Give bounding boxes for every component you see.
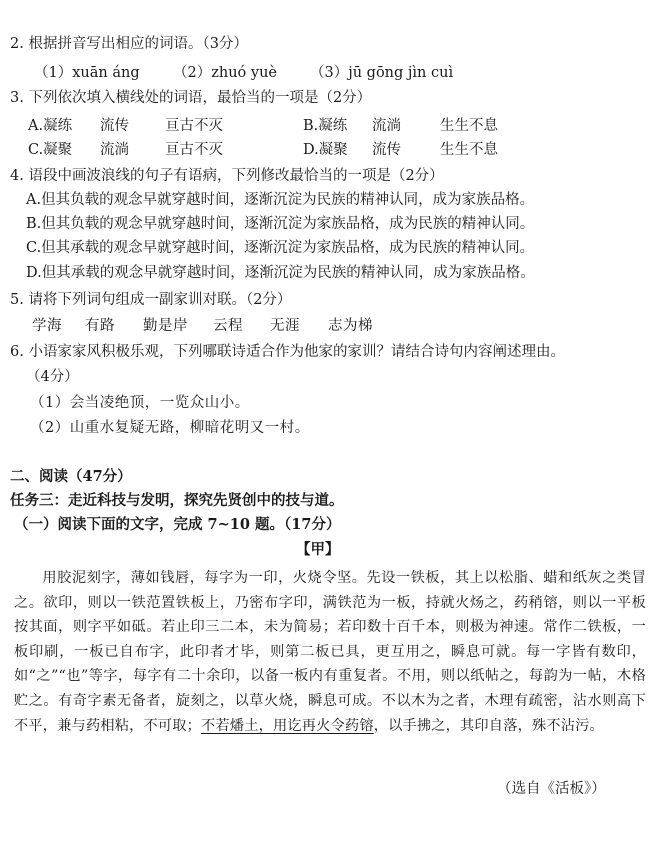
q5-title: 5. 请将下列词句组成一副家训对联。（2分） xyxy=(10,292,292,308)
q2-item-2: （2）zhuó yuè xyxy=(173,65,277,81)
q3-option-b-word2: 流淌 xyxy=(372,118,401,134)
q3-option-c-word3: 亘古不灭 xyxy=(165,142,223,158)
q5-word-6: 志为梯 xyxy=(328,318,373,334)
q3-option-d-word3: 生生不息 xyxy=(440,142,498,158)
q3-option-a-word2: 流传 xyxy=(100,118,129,134)
passage-source: （选自《活板》） xyxy=(497,781,606,797)
passage-text xyxy=(14,566,646,738)
passage-text-after: ，以手拂之，其印自落，殊不沾污。 xyxy=(373,717,604,734)
section2-task: 任务三：走近科技与发明，探究先贤创中的技与道。 xyxy=(10,492,344,509)
q5-word-5: 无涯 xyxy=(270,318,300,334)
q5-word-1: 学海 xyxy=(32,318,62,334)
q2-item-1: （1）xuān áng xyxy=(34,65,140,81)
q4-option-b: B.但其负载的观念早就穿越时间，逐渐沉淀为家族品格，成为民族的精神认同。 xyxy=(26,216,535,232)
q2-title: 2. 根据拼音写出相应的词语。（3分） xyxy=(10,36,248,52)
section2-heading: 二、阅读（47分） xyxy=(10,468,132,485)
section2-part-title: （一）阅读下面的文字，完成 7~10 题。（17分） xyxy=(14,516,341,533)
q5-word-3: 勤是岸 xyxy=(143,318,188,334)
q3-option-b-word1: B.凝练 xyxy=(303,118,348,134)
q2-item-3: （3）jū gōng jìn cuì xyxy=(310,65,454,81)
q6-item-1: （1）会当凌绝顶，一览众山小。 xyxy=(30,395,250,411)
q4-option-a: A.但其负载的观念早就穿越时间，逐渐沉淀为民族的精神认同，成为家族品格。 xyxy=(26,192,535,208)
q4-title: 4. 语段中画波浪线的句子有语病，下列修改最恰当的一项是（2分） xyxy=(10,168,444,184)
q5-word-4: 云程 xyxy=(213,318,243,334)
q3-option-c-word2: 流淌 xyxy=(100,142,129,158)
q6-title: 6. 小语家家风积极乐观，下列哪联诗适合作为他家的家训？请结合诗句内容阐述理由。 xyxy=(10,344,565,360)
q3-option-d-word2: 流传 xyxy=(372,142,401,158)
passage-underlined-sentence: 不若燔土，用讫再火令药镕 xyxy=(201,717,374,734)
q4-option-c: C.但其承载的观念早就穿越时间，逐渐沉淀为家族品格，成为民族的精神认同。 xyxy=(26,240,535,256)
q3-option-d-word1: D.凝聚 xyxy=(303,142,348,158)
passage-label: 【甲】 xyxy=(296,541,340,558)
q4-option-d: D.但其承载的观念早就穿越时间，逐渐沉淀为民族的精神认同，成为家族品格。 xyxy=(26,265,535,281)
q3-option-a-word1: A.凝练 xyxy=(28,118,73,134)
q5-word-2: 有路 xyxy=(85,318,115,334)
q6-points: （4分） xyxy=(26,369,79,385)
q6-item-2: （2）山重水复疑无路，柳暗花明又一村。 xyxy=(30,420,310,436)
q3-option-b-word3: 生生不息 xyxy=(440,118,498,134)
passage-text-before: 用胶泥刻字，薄如钱唇，每字为一印，火烧令坚。先设一铁板，其上以松脂、蜡和纸灰之类冒之。欲印，则以一铁范置铁板上，乃密布字印，满铁范为一板，持就火炀之，药稍镕，则以一平板按其面，则字平如砥。若止印三二本，未为简易；若印数十百千本，则极为神速。常作二铁板，一板印刷，一板已自布字，此印者才毕，则第二板已具，更互用之，瞬息可就。每一字皆有数印，如“之”“也”等字，每字有二十余印，以备一板内有重复者。不用，则以纸帖之，每韵为一帖，木格贮之。有奇字素无备者，旋刻之，以草火烧，瞬息可成。不以木为之者，木理有疏密，沾水则高下不平，兼与药相粘，不可取； xyxy=(14,570,646,734)
q3-option-a-word3: 亘古不灭 xyxy=(165,118,223,134)
q3-option-c-word1: C.凝聚 xyxy=(28,142,73,158)
q3-title: 3. 下列依次填入横线处的词语，最恰当的一项是（2分） xyxy=(10,90,372,106)
